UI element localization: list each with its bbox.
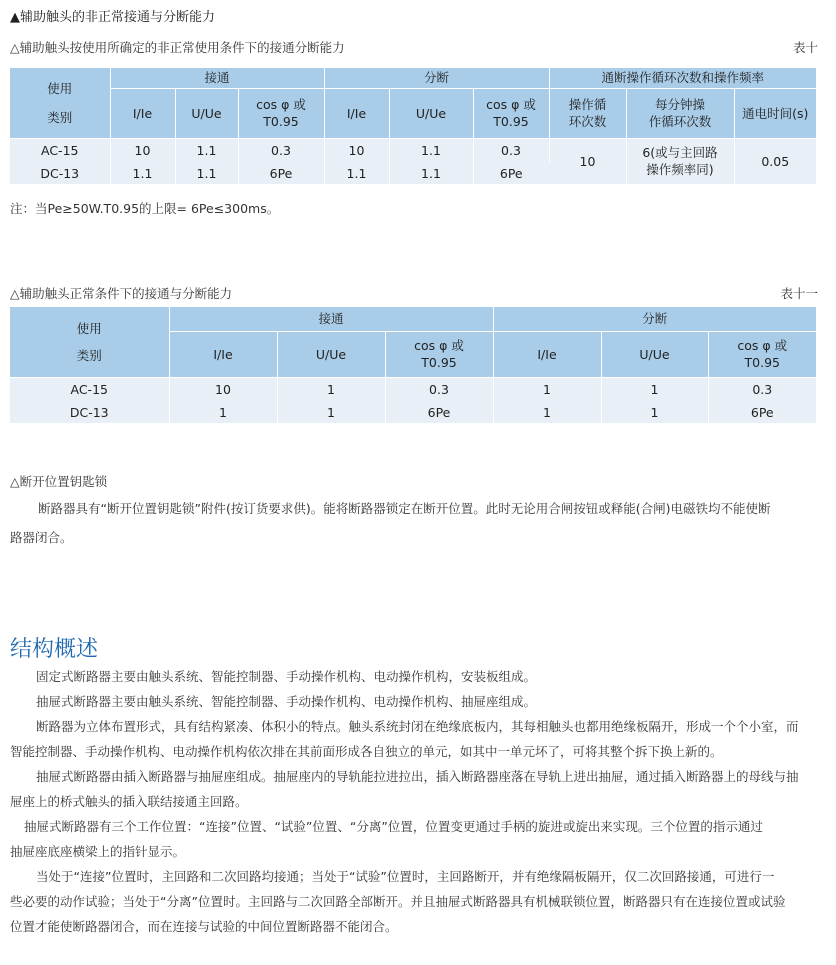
break-ie-header: I/Ie <box>324 88 389 138</box>
cell: 1 <box>169 401 277 423</box>
break-ue-header: U/Ue <box>601 331 708 377</box>
table10 <box>10 68 816 184</box>
break-ue-header: U/Ue <box>389 88 473 138</box>
section-heading: ▲辅助触头的非正常接通与分断能力 <box>10 10 215 25</box>
cell: 10 <box>324 138 389 162</box>
make-cos-header: cos φ 或 T0.95 <box>238 88 324 138</box>
time-header: 通电时间(s) <box>734 88 816 138</box>
structure-p4-line1: 抽屉式断路器由插入断路器与抽屉座组成。抽屉座内的导轨能拉进拉出，插入断路器座落在导轨上进出抽屉，通过插入断路器上的母线与抽 <box>36 769 799 784</box>
table10-caption: △辅助触头按使用所确定的非正常使用条件下的接通分断能力 <box>10 40 345 55</box>
structure-p4-line2: 屉座上的桥式触头的插入联结接通主回路。 <box>10 794 248 809</box>
table10-number: 表十 <box>792 40 818 55</box>
make-header: 接通 <box>169 307 493 331</box>
ops-cycles-cell: 10 <box>549 138 626 184</box>
cell: 6Pe <box>708 401 816 423</box>
table-row <box>10 377 816 401</box>
cell: 6Pe <box>473 162 549 184</box>
break-header: 分断 <box>324 68 549 88</box>
cell: AC-15 <box>10 138 110 162</box>
structure-p5-line2: 抽屉座底座横梁上的指针显示。 <box>10 844 186 859</box>
cell: AC-15 <box>10 377 169 401</box>
cell: 1.1 <box>389 162 473 184</box>
break-header: 分断 <box>493 307 816 331</box>
make-ue-header: U/Ue <box>277 331 385 377</box>
cell: 1 <box>493 377 601 401</box>
structure-p6-line2: 些必要的动作试验；当处于“分离”位置时。主回路与二次回路全部断开。并且抽屉式断路器具有机械联锁位置，断路器只有在连接位置或试验 <box>10 894 786 909</box>
cell: 1.1 <box>389 138 473 162</box>
break-ie-header: I/Ie <box>493 331 601 377</box>
cell: 0.3 <box>385 377 493 401</box>
cell: 1.1 <box>175 162 238 184</box>
table11 <box>10 307 816 423</box>
structure-p3-line1: 断路器为立体布置形式，具有结构紧凑、体积小的特点。触头系统封闭在绝缘底板内，其每相触头也都用绝缘板隔开，形成一个个小室，而 <box>36 719 799 734</box>
cell: 1.1 <box>110 162 175 184</box>
ops-perminute-cell: 6(或与主回路 操作频率同) <box>626 138 734 184</box>
cell: 10 <box>110 138 175 162</box>
cell: 1 <box>277 401 385 423</box>
cell: 1.1 <box>324 162 389 184</box>
cell: 6Pe <box>385 401 493 423</box>
cell: 1 <box>601 401 708 423</box>
cell: DC-13 <box>10 162 110 184</box>
make-ue-header: U/Ue <box>175 88 238 138</box>
table11-number: 表十一 <box>780 286 818 301</box>
table10-note: 注：当Pe≥50W.T0.95的上限= 6Pe≤300ms。 <box>10 201 280 216</box>
break-cos-header: cos φ 或 T0.95 <box>473 88 549 138</box>
structure-p5-line1: 抽屉式断路器有三个工作位置：“连接”位置、“试验”位置、“分离”位置，位置变更通过手柄的旋进或旋出来实现。三个位置的指示通过 <box>24 819 763 834</box>
structure-title: 结构概述 <box>10 637 99 662</box>
cell: 0.3 <box>238 138 324 162</box>
structure-p3-line2: 智能控制器、手动操作机构、电动操作机构依次排在其前面形成各自独立的单元，如其中一单元坏了，可将其整个拆下换上新的。 <box>10 744 723 759</box>
table-row <box>10 138 816 162</box>
cell: 1.1 <box>175 138 238 162</box>
cell: 1 <box>601 377 708 401</box>
cycles-header: 操作循 环次数 <box>549 88 626 138</box>
lock-title: △断开位置钥匙锁 <box>10 474 108 489</box>
make-cos-header: cos φ 或 T0.95 <box>385 331 493 377</box>
structure-p1: 固定式断路器主要由触头系统、智能控制器、手动操作机构、电动操作机构，安装板组成。 <box>36 669 537 684</box>
break-cos-header: cos φ 或 T0.95 <box>708 331 816 377</box>
perminute-header: 每分钟操 作循环次数 <box>626 88 734 138</box>
table-row <box>10 401 816 423</box>
category-header: 使用 类别 <box>10 68 110 138</box>
table11-caption: △辅助触头正常条件下的接通与分断能力 <box>10 286 233 301</box>
structure-p2: 抽屉式断路器主要由触头系统、智能控制器、手动操作机构、电动操作机构、抽屉座组成。 <box>36 694 537 709</box>
structure-p6-line1: 当处于“连接”位置时，主回路和二次回路均接通；当处于“试验”位置时，主回路断开，并有绝缘隔板隔开，仅二次回路接通，可进行一 <box>36 869 775 884</box>
lock-para-line2: 路器闭合。 <box>10 530 73 545</box>
cell: 1 <box>493 401 601 423</box>
category-header: 使用 类别 <box>10 307 169 377</box>
cell: 0.3 <box>708 377 816 401</box>
lock-para-line1: 断路器具有“断开位置钥匙锁”附件(按订货要求供)。能将断路器锁定在断开位置。此时无论用合闸按钮或释能(合闸)电磁铁均不能使断 <box>38 501 771 516</box>
make-header: 接通 <box>110 68 324 88</box>
cell: DC-13 <box>10 401 169 423</box>
ops-header: 通断操作循环次数和操作频率 <box>549 68 816 88</box>
ops-time-cell: 0.05 <box>734 138 816 184</box>
cell: 1 <box>277 377 385 401</box>
cell: 0.3 <box>473 138 549 162</box>
cell: 6Pe <box>238 162 324 184</box>
make-ie-header: I/Ie <box>169 331 277 377</box>
cell: 10 <box>169 377 277 401</box>
structure-p6-line3: 位置才能使断路器闭合，而在连接与试验的中间位置断路器不能闭合。 <box>10 919 398 934</box>
make-ie-header: I/Ie <box>110 88 175 138</box>
